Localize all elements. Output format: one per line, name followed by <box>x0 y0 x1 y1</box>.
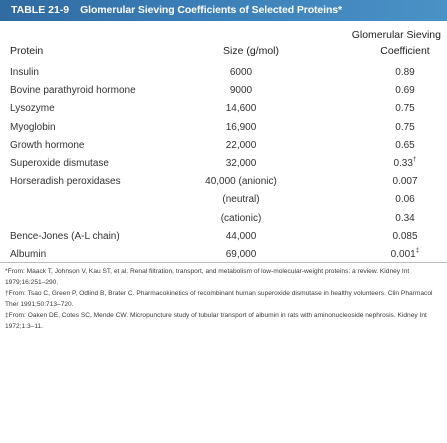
cell-size: 14,600 <box>225 103 257 115</box>
table-row <box>0 246 447 267</box>
cell-coefficient <box>395 140 414 151</box>
cell-coefficient <box>390 246 420 260</box>
footnote-marker: † <box>412 155 417 163</box>
coefficient-value: 0.33 <box>393 157 413 169</box>
cell-protein: Albumin <box>10 248 47 260</box>
column-group-header: Glomerular Sieving <box>351 29 441 41</box>
cell-coefficient <box>395 194 414 205</box>
table-row <box>0 67 447 85</box>
cell-protein: Myoglobin <box>10 121 56 133</box>
coefficient-value: 0.001 <box>390 248 416 260</box>
column-header-protein: Protein <box>10 45 44 57</box>
cell-size: 9000 <box>229 85 253 97</box>
cell-size: (neutral) <box>222 194 260 206</box>
cell-coefficient <box>395 213 414 224</box>
coefficient-value: 0.06 <box>395 194 415 206</box>
table-row <box>0 176 447 194</box>
footnotes <box>5 266 443 333</box>
cell-protein: Growth hormone <box>10 139 85 151</box>
column-header-size: Size (g/mol) <box>222 45 280 57</box>
cell-size: 44,000 <box>225 230 257 242</box>
cell-protein: Bence-Jones (A-L chain) <box>10 230 120 242</box>
table-body <box>0 67 447 267</box>
coefficient-value: 0.65 <box>395 139 415 151</box>
cell-size: 6000 <box>229 67 253 78</box>
table-row <box>0 231 447 249</box>
cell-coefficient <box>392 176 417 187</box>
coefficient-value: 0.69 <box>395 85 415 97</box>
footnote: *From: Maack T, Johnson V, Kau ST, et al. Renal filtration, transport, and metabolism of low-molecular-weight proteins: a review. Kidney Int 1979;16:251–290. <box>5 268 410 287</box>
coefficient-value: 0.34 <box>395 212 415 224</box>
coefficient-value: 0.007 <box>392 176 418 188</box>
table-title: Glomerular Sieving Coefficients of Selected Proteins* <box>80 4 343 16</box>
table-row <box>0 194 447 212</box>
table-label: TABLE 21-9 <box>11 4 70 16</box>
table-row <box>0 122 447 140</box>
cell-protein: Bovine parathyroid hormone <box>10 85 136 97</box>
table-row <box>0 85 447 103</box>
coefficient-value: 0.89 <box>395 67 415 78</box>
cell-coefficient <box>395 103 414 114</box>
table-row <box>0 155 447 176</box>
cell-coefficient <box>395 122 414 133</box>
coefficient-value: 0.75 <box>395 121 415 133</box>
footnote-divider <box>0 262 447 263</box>
coefficient-value: 0.75 <box>395 103 415 115</box>
cell-coefficient <box>395 67 414 78</box>
coefficient-value: 0.085 <box>392 230 418 242</box>
cell-size: 32,000 <box>225 157 257 169</box>
cell-protein: Horseradish peroxidases <box>10 176 121 188</box>
cell-size: 16,900 <box>225 121 257 133</box>
cell-coefficient <box>395 85 414 96</box>
footnote: †From: Tsao C, Green P, Odlind B, Brater C. Pharmacokinetics of recombinant human superoxide dismutase in healthy volunteers. Clin Pharmacol Ther 1991;50:713–720. <box>5 290 433 309</box>
footnote-marker: ‡ <box>415 246 420 254</box>
table-title-bar <box>0 0 447 21</box>
cell-protein: Superoxide dismutase <box>10 157 109 169</box>
cell-protein: Lysozyme <box>10 103 55 115</box>
table-row <box>0 103 447 121</box>
cell-size: 40,000 (anionic) <box>205 176 277 188</box>
cell-size: 22,000 <box>225 139 257 151</box>
column-header-row <box>0 45 447 59</box>
footnote: ‡From: Oaken DE, Cotes SC, Mende CW. Micropuncture study of tubular transport of albumin in rats with aminonucleoside nephrosis. Kidney Int 1972;1:3–11. <box>5 312 427 331</box>
table-row <box>0 213 447 231</box>
cell-protein: Insulin <box>10 67 39 78</box>
cell-size: 69,000 <box>225 248 257 260</box>
cell-coefficient <box>392 231 417 242</box>
cell-coefficient <box>393 155 417 169</box>
cell-size: (cationic) <box>220 212 262 224</box>
column-header-coefficient: Coefficient <box>380 45 430 57</box>
table-row <box>0 140 447 158</box>
